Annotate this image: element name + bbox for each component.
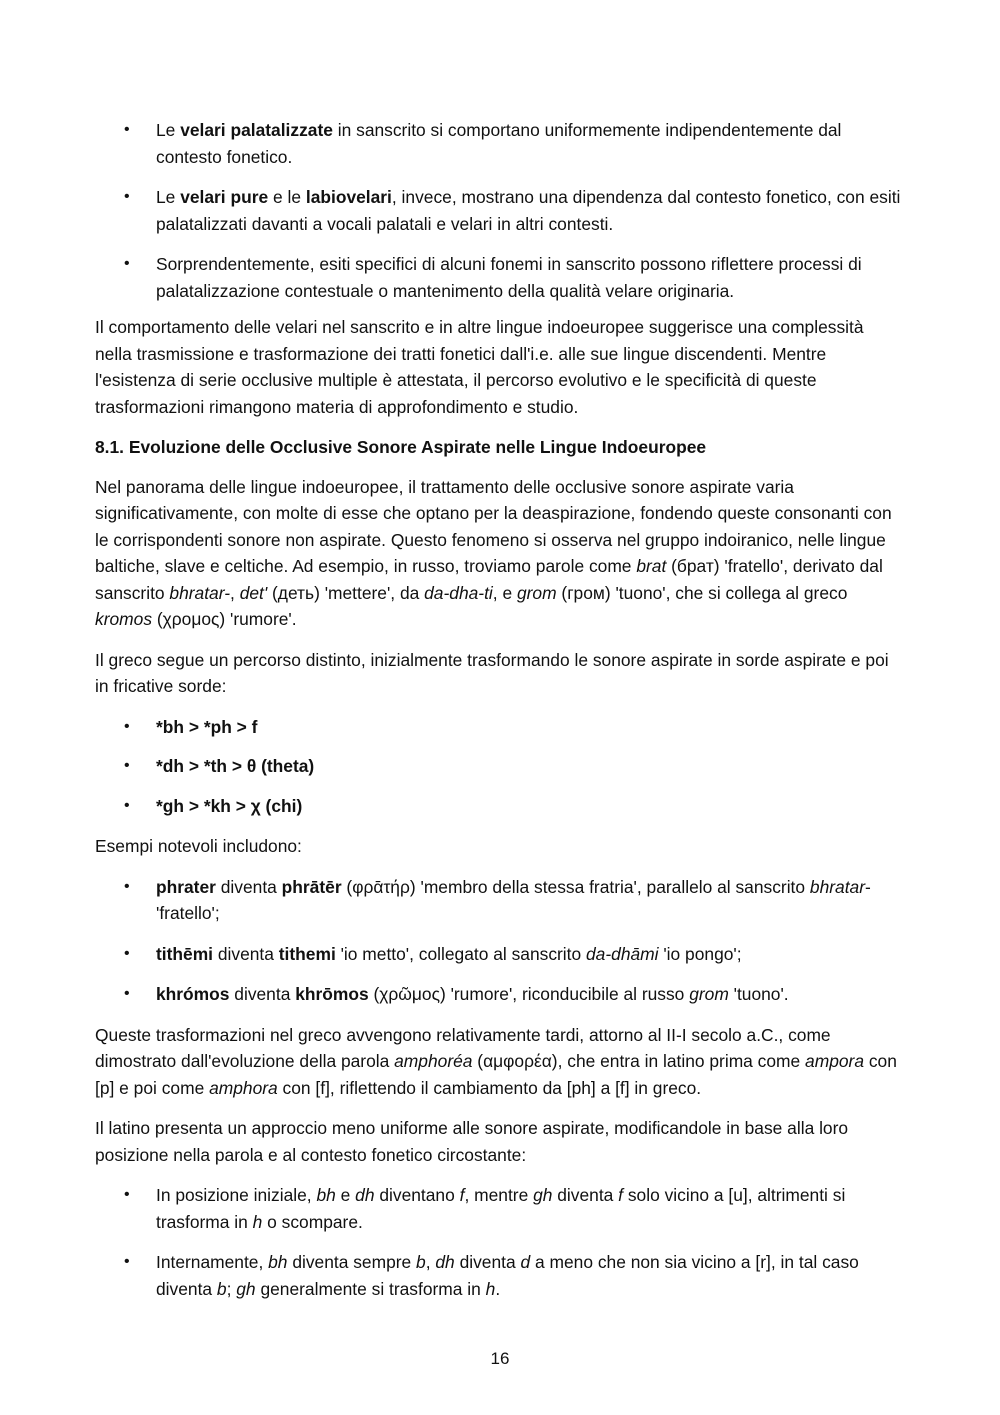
list-item: • tithēmi diventa tithemi 'io metto', collegato al sanscrito da-dhāmi 'io pongo';	[95, 941, 905, 968]
paragraph: Il greco segue un percorso distinto, inizialmente trasformando le sonore aspirate in sorde aspirate e poi in fricative sorde:	[95, 649, 889, 696]
paragraph: Queste trasformazioni nel greco avvengono relativamente tardi, attorno al II-I secolo a.C., come dimostrato dall'evoluzione della parola amphoréa (αμφορέα), che entra in latino prima come ampora con [p] e poi come amphora con [f], riflettendo il cambiamento da [ph] a [f] in greco.	[95, 1024, 897, 1098]
list-item: • Le velari pure e le labiovelari, invece, mostrano una dipendenza dal contesto fonetico, con esiti palatalizzati davanti a vocali palatali e velari in altri contesti.	[95, 184, 905, 237]
list-item: • *gh > *kh > χ (chi)	[95, 793, 905, 820]
examples-list	[95, 874, 905, 1008]
section-heading: 8.1. Evoluzione delle Occlusive Sonore Aspirate nelle Lingue Indoeuropee	[95, 437, 707, 457]
list-item: • *bh > *ph > f	[95, 714, 905, 741]
paragraph: Il latino presenta un approccio meno uniforme alle sonore aspirate, modificandole in base alla loro posizione nella parola e al contesto fonetico circostante:	[95, 1118, 849, 1165]
list-item: • Internamente, bh diventa sempre b, dh diventa d a meno che non sia vicino a [r], in tal caso diventa b; gh generalmente si trasforma in h.	[95, 1249, 905, 1302]
latin-rules-list	[95, 1182, 905, 1302]
list-item: • phrater diventa phrātēr (φρᾱτήρ) 'membro della stessa fratria', parallelo al sanscrito bhratar- 'fratello';	[95, 874, 905, 927]
list-item: • *dh > *th > θ (theta)	[95, 753, 905, 780]
paragraph: Il comportamento delle velari nel sanscrito e in altre lingue indoeuropee suggerisce una complessità nella trasmissione e trasformazione dei tratti fonetici dall'i.e. alle sue lingue discendenti. Mentre l'esistenza di serie occlusive multiple è attestata, il percorso evolutivo e le specificità di queste trasformazioni rimangono materia di approfondimento e studio.	[95, 317, 864, 417]
sound-change-list	[95, 714, 905, 820]
list-item: • khrómos diventa khrōmos (χρῶμος) 'rumore', riconducibile al russo grom 'tuono'.	[95, 981, 905, 1008]
list-item: • In posizione iniziale, bh e dh diventano f, mentre gh diventa f solo vicino a [u], altrimenti si trasforma in h o scompare.	[95, 1182, 905, 1235]
page-number: 16	[490, 1349, 510, 1368]
list-item: • Le velari palatalizzate in sanscrito si comportano uniformemente indipendentemente dal contesto fonetico.	[95, 117, 905, 170]
list-item: • Sorprendentemente, esiti specifici di alcuni fonemi in sanscrito possono riflettere processi di palatalizzazione contestuale o mantenimento della qualità velare originaria.	[95, 251, 905, 304]
velar-bullet-list	[95, 117, 905, 304]
document-page	[95, 117, 905, 1302]
paragraph: Esempi notevoli includono:	[95, 836, 302, 856]
paragraph: Nel panorama delle lingue indoeuropee, il trattamento delle occlusive sonore aspirate varia significativamente, con molte di esse che optano per la deaspirazione, fondendo queste consonanti con le corrispondenti sonore non aspirate. Questo fenomeno si osserva nel gruppo indoiranico, nelle lingue baltiche, slave e celtiche. Ad esempio, in russo, troviamo parole come brat (брат) 'fratello', derivato dal sanscrito bhratar-, det' (деть) 'mettere', da da-dha-ti, e grom (гром) 'tuono', che si collega al greco kromos (χρομος) 'rumore'.	[95, 476, 892, 629]
